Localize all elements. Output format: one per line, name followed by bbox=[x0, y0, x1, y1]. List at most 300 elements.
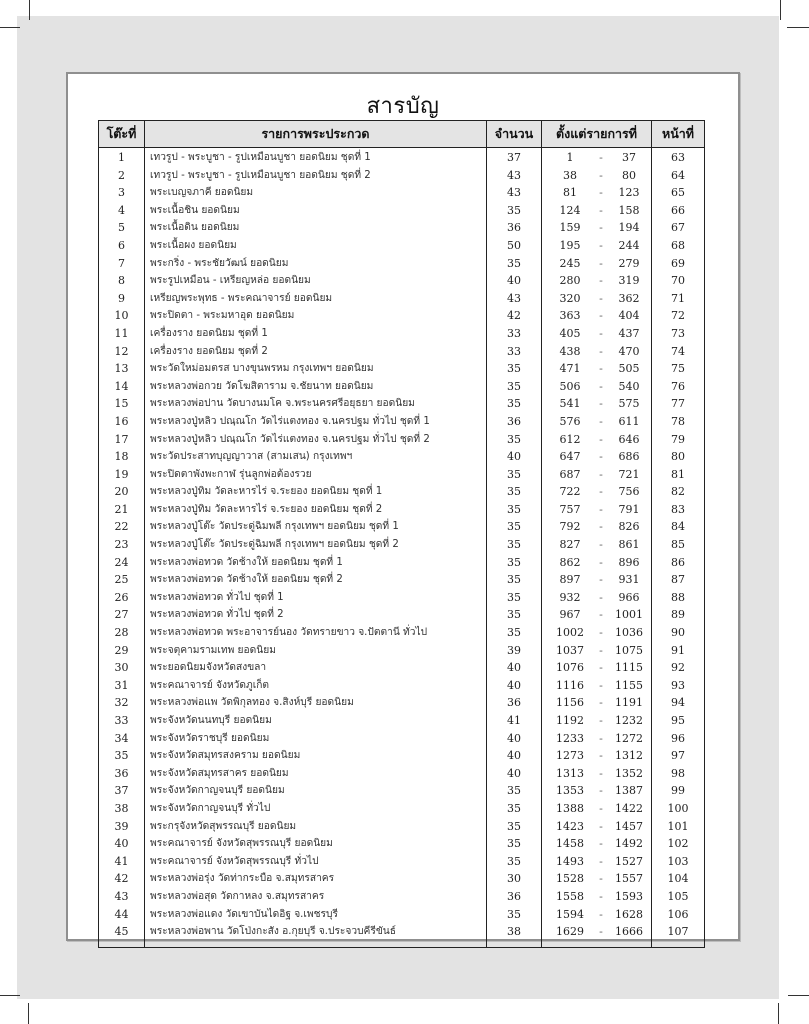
row-description: พระยอดนิยมจังหวัดสงขลา bbox=[145, 659, 487, 677]
row-range bbox=[542, 853, 652, 871]
row-range bbox=[542, 870, 652, 888]
row-page: 94 bbox=[652, 694, 705, 712]
contents-table bbox=[98, 120, 705, 948]
range-separator: - bbox=[599, 274, 603, 288]
table-row bbox=[99, 360, 705, 378]
range-separator: - bbox=[599, 414, 603, 428]
row-page: 65 bbox=[652, 184, 705, 202]
range-separator: - bbox=[599, 696, 603, 710]
range-to: 540 bbox=[618, 379, 640, 393]
range-from: 471 bbox=[559, 362, 581, 376]
row-range bbox=[542, 307, 652, 325]
range-to: 158 bbox=[618, 203, 640, 217]
range-to: 437 bbox=[618, 326, 640, 340]
range-from: 1116 bbox=[556, 678, 584, 692]
range-to: 470 bbox=[618, 344, 640, 358]
range-separator: - bbox=[599, 661, 603, 675]
row-table-no: 26 bbox=[99, 589, 145, 607]
range-to: 362 bbox=[618, 291, 640, 305]
row-table-no: 41 bbox=[99, 853, 145, 871]
range-separator: - bbox=[599, 731, 603, 745]
range-from: 1192 bbox=[556, 714, 584, 727]
range-to: 861 bbox=[618, 538, 640, 552]
row-quantity: 41 bbox=[487, 712, 542, 730]
row-page: 82 bbox=[652, 483, 705, 501]
row-table-no: 6 bbox=[99, 237, 145, 255]
table-row bbox=[99, 413, 705, 431]
row-range bbox=[542, 782, 652, 800]
row-quantity: 35 bbox=[487, 606, 542, 624]
row-description: พระหลวงพ่อทวด ทั่วไป ชุดที่ 1 bbox=[145, 589, 487, 607]
table-row bbox=[99, 747, 705, 765]
row-quantity: 40 bbox=[487, 730, 542, 748]
range-from: 1458 bbox=[556, 837, 584, 851]
row-table-no: 7 bbox=[99, 255, 145, 273]
row-range bbox=[542, 378, 652, 396]
row-range bbox=[542, 818, 652, 836]
range-separator: - bbox=[599, 326, 603, 340]
row-quantity: 35 bbox=[487, 536, 542, 554]
range-from: 1493 bbox=[556, 854, 584, 868]
row-quantity: 36 bbox=[487, 413, 542, 431]
table-row bbox=[99, 202, 705, 220]
range-separator: - bbox=[599, 485, 603, 499]
row-quantity: 36 bbox=[487, 888, 542, 906]
table-row bbox=[99, 325, 705, 343]
row-quantity: 35 bbox=[487, 624, 542, 642]
range-from: 1629 bbox=[556, 925, 584, 939]
range-from: 1037 bbox=[556, 643, 584, 657]
row-quantity: 35 bbox=[487, 378, 542, 396]
row-quantity: 35 bbox=[487, 571, 542, 589]
row-table-no: 31 bbox=[99, 677, 145, 695]
table-row bbox=[99, 765, 705, 783]
range-separator: - bbox=[599, 907, 603, 921]
row-table-no: 4 bbox=[99, 202, 145, 220]
range-separator: - bbox=[599, 309, 603, 323]
row-table-no: 38 bbox=[99, 800, 145, 818]
row-quantity: 30 bbox=[487, 870, 542, 888]
crop-mark-top-left-v bbox=[29, 0, 30, 20]
row-quantity: 38 bbox=[487, 923, 542, 941]
row-range bbox=[542, 518, 652, 536]
header-description: รายการพระประกวด bbox=[145, 121, 487, 148]
table-row bbox=[99, 501, 705, 519]
row-page: 106 bbox=[652, 906, 705, 924]
row-description: พระหลวงพ่อรุ่ง วัดท่ากระบือ จ.สมุทรสาคร bbox=[145, 870, 487, 888]
table-row bbox=[99, 290, 705, 308]
range-from: 1388 bbox=[556, 801, 584, 815]
range-separator: - bbox=[599, 379, 603, 393]
row-range bbox=[542, 466, 652, 484]
spacer-cell bbox=[542, 941, 652, 948]
row-description: พระจังหวัดกาญจนบุรี ทั่วไป bbox=[145, 800, 487, 818]
range-separator: - bbox=[599, 432, 603, 446]
table-row bbox=[99, 307, 705, 325]
range-to: 646 bbox=[618, 432, 640, 446]
row-description: พระคณาจารย์ จังหวัดสุพรรณบุรี ทั่วไป bbox=[145, 853, 487, 871]
table-row bbox=[99, 818, 705, 836]
range-from: 280 bbox=[559, 274, 581, 288]
range-from: 38 bbox=[563, 168, 577, 182]
header-quantity: จำนวน bbox=[487, 121, 542, 148]
row-description: พระเนื้อชิน ยอดนิยม bbox=[145, 202, 487, 220]
crop-mark-bottom-right-v bbox=[778, 1003, 779, 1024]
row-page: 103 bbox=[652, 853, 705, 871]
row-range bbox=[542, 360, 652, 378]
range-separator: - bbox=[599, 766, 603, 780]
row-table-no: 3 bbox=[99, 184, 145, 202]
row-table-no: 12 bbox=[99, 343, 145, 361]
table-row bbox=[99, 395, 705, 413]
range-from: 862 bbox=[559, 555, 581, 569]
spacer-cell bbox=[652, 941, 705, 948]
range-from: 647 bbox=[559, 450, 581, 464]
row-quantity: 35 bbox=[487, 782, 542, 800]
row-quantity: 35 bbox=[487, 255, 542, 273]
row-page: 92 bbox=[652, 659, 705, 677]
table-row bbox=[99, 730, 705, 748]
table-row bbox=[99, 448, 705, 466]
row-range bbox=[542, 712, 652, 730]
row-quantity: 35 bbox=[487, 906, 542, 924]
row-page: 99 bbox=[652, 782, 705, 800]
row-table-no: 42 bbox=[99, 870, 145, 888]
row-quantity: 40 bbox=[487, 272, 542, 290]
row-range bbox=[542, 730, 652, 748]
range-from: 932 bbox=[559, 590, 581, 604]
range-to: 1387 bbox=[615, 784, 643, 798]
table-row bbox=[99, 255, 705, 273]
range-to: 1457 bbox=[615, 819, 643, 833]
row-page: 85 bbox=[652, 536, 705, 554]
row-table-no: 24 bbox=[99, 554, 145, 572]
row-page: 97 bbox=[652, 747, 705, 765]
range-to: 319 bbox=[618, 274, 640, 288]
content-panel bbox=[66, 72, 740, 941]
header-range: ตั้งแต่รายการที่ bbox=[542, 121, 652, 148]
row-description: พระจังหวัดสมุทรสงคราม ยอดนิยม bbox=[145, 747, 487, 765]
table-row bbox=[99, 483, 705, 501]
row-page: 63 bbox=[652, 148, 705, 167]
row-range bbox=[542, 606, 652, 624]
row-page: 69 bbox=[652, 255, 705, 273]
row-quantity: 40 bbox=[487, 765, 542, 783]
range-separator: - bbox=[599, 221, 603, 235]
row-page: 74 bbox=[652, 343, 705, 361]
range-to: 1492 bbox=[615, 837, 643, 851]
row-page: 93 bbox=[652, 677, 705, 695]
table-row bbox=[99, 466, 705, 484]
crop-mark-bottom-right-h bbox=[788, 995, 809, 996]
row-quantity: 35 bbox=[487, 818, 542, 836]
range-to: 1036 bbox=[615, 626, 643, 640]
table-row bbox=[99, 694, 705, 712]
range-separator: - bbox=[599, 238, 603, 252]
table-row bbox=[99, 800, 705, 818]
row-description: พระจังหวัดนนทบุรี ยอดนิยม bbox=[145, 712, 487, 730]
range-to: 1628 bbox=[615, 907, 643, 921]
range-from: 897 bbox=[559, 573, 581, 587]
table-row bbox=[99, 782, 705, 800]
row-table-no: 10 bbox=[99, 307, 145, 325]
row-description: เทวรูป - พระบูชา - รูปเหมือนบูชา ยอดนิยม ชุดที่ 1 bbox=[145, 148, 487, 167]
row-description: พระเบญจภาคี ยอดนิยม bbox=[145, 184, 487, 202]
range-to: 1272 bbox=[615, 731, 643, 745]
range-from: 1528 bbox=[556, 872, 584, 886]
row-table-no: 40 bbox=[99, 835, 145, 853]
row-description: พระจังหวัดสมุทรสาคร ยอดนิยม bbox=[145, 765, 487, 783]
row-page: 95 bbox=[652, 712, 705, 730]
range-to: 1155 bbox=[615, 678, 643, 692]
row-table-no: 19 bbox=[99, 466, 145, 484]
row-page: 73 bbox=[652, 325, 705, 343]
range-to: 1312 bbox=[615, 749, 643, 763]
spacer-cell bbox=[145, 941, 487, 948]
row-range bbox=[542, 835, 652, 853]
row-quantity: 35 bbox=[487, 501, 542, 519]
row-page: 101 bbox=[652, 818, 705, 836]
row-page: 91 bbox=[652, 642, 705, 660]
range-separator: - bbox=[599, 837, 603, 851]
table-row bbox=[99, 536, 705, 554]
row-range bbox=[542, 571, 652, 589]
row-table-no: 29 bbox=[99, 642, 145, 660]
range-separator: - bbox=[599, 784, 603, 798]
row-range bbox=[542, 148, 652, 167]
range-separator: - bbox=[599, 151, 603, 164]
row-range bbox=[542, 624, 652, 642]
row-range bbox=[542, 536, 652, 554]
row-quantity: 36 bbox=[487, 694, 542, 712]
range-separator: - bbox=[599, 608, 603, 622]
crop-mark-bottom-left-v bbox=[28, 1003, 29, 1024]
row-quantity: 40 bbox=[487, 659, 542, 677]
row-page: 75 bbox=[652, 360, 705, 378]
row-description: พระจังหวัดกาญจนบุรี ยอดนิยม bbox=[145, 782, 487, 800]
row-page: 90 bbox=[652, 624, 705, 642]
range-separator: - bbox=[599, 889, 603, 903]
range-separator: - bbox=[599, 291, 603, 305]
range-separator: - bbox=[599, 168, 603, 182]
row-page: 66 bbox=[652, 202, 705, 220]
row-table-no: 27 bbox=[99, 606, 145, 624]
range-to: 1191 bbox=[615, 696, 643, 710]
row-quantity: 35 bbox=[487, 835, 542, 853]
row-quantity: 43 bbox=[487, 184, 542, 202]
range-separator: - bbox=[599, 256, 603, 270]
range-to: 194 bbox=[618, 221, 640, 235]
row-quantity: 43 bbox=[487, 290, 542, 308]
row-page: 96 bbox=[652, 730, 705, 748]
range-from: 320 bbox=[559, 291, 581, 305]
row-quantity: 35 bbox=[487, 853, 542, 871]
range-from: 438 bbox=[559, 344, 581, 358]
table-bottom-spacer bbox=[99, 941, 705, 948]
row-description: พระหลวงปู่โต๊ะ วัดประดู่ฉิมพลี กรุงเทพฯ ยอดนิยม ชุดที่ 2 bbox=[145, 536, 487, 554]
row-range bbox=[542, 395, 652, 413]
row-table-no: 45 bbox=[99, 923, 145, 941]
row-range bbox=[542, 237, 652, 255]
row-description: พระจังหวัดราชบุรี ยอดนิยม bbox=[145, 730, 487, 748]
row-page: 100 bbox=[652, 800, 705, 818]
table-row bbox=[99, 431, 705, 449]
spacer-cell bbox=[99, 941, 145, 948]
range-from: 1558 bbox=[556, 889, 584, 903]
row-description: พระวัดใหม่อมตรส บางขุนพรหม กรุงเทพฯ ยอดนิยม bbox=[145, 360, 487, 378]
header-page: หน้าที่ bbox=[652, 121, 705, 148]
row-description: พระหลวงพ่อกวย วัดโฆสิตาราม จ.ชัยนาท ยอดนิยม bbox=[145, 378, 487, 396]
page-title: สารบัญ bbox=[366, 94, 440, 119]
range-from: 576 bbox=[559, 414, 581, 428]
range-from: 1 bbox=[566, 151, 574, 164]
range-from: 506 bbox=[559, 379, 581, 393]
row-table-no: 8 bbox=[99, 272, 145, 290]
range-from: 124 bbox=[559, 203, 581, 217]
range-to: 1527 bbox=[615, 854, 643, 868]
range-separator: - bbox=[599, 555, 603, 569]
table-row bbox=[99, 167, 705, 185]
row-quantity: 40 bbox=[487, 677, 542, 695]
row-range bbox=[542, 255, 652, 273]
range-to: 931 bbox=[618, 573, 640, 587]
row-page: 84 bbox=[652, 518, 705, 536]
row-description: พระกริ่ง - พระชัยวัฒน์ ยอดนิยม bbox=[145, 255, 487, 273]
table-row bbox=[99, 906, 705, 924]
range-from: 81 bbox=[563, 186, 577, 200]
range-to: 575 bbox=[618, 397, 640, 411]
row-range bbox=[542, 800, 652, 818]
range-separator: - bbox=[599, 344, 603, 358]
table-row bbox=[99, 853, 705, 871]
row-table-no: 25 bbox=[99, 571, 145, 589]
row-range bbox=[542, 184, 652, 202]
range-to: 1115 bbox=[615, 661, 643, 675]
row-table-no: 30 bbox=[99, 659, 145, 677]
row-page: 78 bbox=[652, 413, 705, 431]
range-separator: - bbox=[599, 819, 603, 833]
row-page: 107 bbox=[652, 923, 705, 941]
row-table-no: 33 bbox=[99, 712, 145, 730]
range-from: 159 bbox=[559, 221, 581, 235]
row-quantity: 35 bbox=[487, 466, 542, 484]
row-table-no: 35 bbox=[99, 747, 145, 765]
row-table-no: 15 bbox=[99, 395, 145, 413]
row-table-no: 17 bbox=[99, 431, 145, 449]
row-quantity: 39 bbox=[487, 642, 542, 660]
row-quantity: 35 bbox=[487, 589, 542, 607]
row-table-no: 21 bbox=[99, 501, 145, 519]
range-from: 722 bbox=[559, 485, 581, 499]
table-row bbox=[99, 870, 705, 888]
row-quantity: 35 bbox=[487, 431, 542, 449]
range-from: 757 bbox=[559, 502, 581, 516]
range-to: 1593 bbox=[615, 889, 643, 903]
range-to: 721 bbox=[618, 467, 640, 481]
row-page: 76 bbox=[652, 378, 705, 396]
row-description: พระหลวงพ่อทวด วัดช้างให้ ยอดนิยม ชุดที่ 1 bbox=[145, 554, 487, 572]
range-to: 791 bbox=[618, 502, 640, 516]
range-to: 279 bbox=[618, 256, 640, 270]
range-to: 826 bbox=[618, 520, 640, 534]
range-to: 756 bbox=[618, 485, 640, 499]
row-page: 102 bbox=[652, 835, 705, 853]
row-description: เทวรูป - พระบูชา - รูปเหมือนบูชา ยอดนิยม ชุดที่ 2 bbox=[145, 167, 487, 185]
row-range bbox=[542, 413, 652, 431]
range-separator: - bbox=[599, 643, 603, 657]
row-description: พระเนื้อผง ยอดนิยม bbox=[145, 237, 487, 255]
range-to: 505 bbox=[618, 362, 640, 376]
crop-mark-bottom-left-h bbox=[0, 995, 20, 996]
row-quantity: 35 bbox=[487, 800, 542, 818]
row-table-no: 16 bbox=[99, 413, 145, 431]
range-from: 1353 bbox=[556, 784, 584, 798]
row-range bbox=[542, 554, 652, 572]
range-from: 1002 bbox=[556, 626, 584, 640]
row-table-no: 36 bbox=[99, 765, 145, 783]
range-from: 792 bbox=[559, 520, 581, 534]
row-range bbox=[542, 272, 652, 290]
range-from: 405 bbox=[559, 326, 581, 340]
range-from: 1273 bbox=[556, 749, 584, 763]
table-row bbox=[99, 378, 705, 396]
row-page: 88 bbox=[652, 589, 705, 607]
range-separator: - bbox=[599, 186, 603, 200]
row-description: เครื่องราง ยอดนิยม ชุดที่ 2 bbox=[145, 343, 487, 361]
row-range bbox=[542, 219, 652, 237]
row-description: พระปิดตา - พระมหาอุด ยอดนิยม bbox=[145, 307, 487, 325]
row-table-no: 23 bbox=[99, 536, 145, 554]
range-separator: - bbox=[599, 397, 603, 411]
row-range bbox=[542, 888, 652, 906]
range-separator: - bbox=[599, 626, 603, 640]
range-from: 1313 bbox=[556, 766, 584, 780]
row-description: พระหลวงปู่โต๊ะ วัดประดู่ฉิมพลี กรุงเทพฯ ยอดนิยม ชุดที่ 1 bbox=[145, 518, 487, 536]
row-quantity: 33 bbox=[487, 325, 542, 343]
range-separator: - bbox=[599, 801, 603, 815]
row-page: 104 bbox=[652, 870, 705, 888]
range-separator: - bbox=[599, 590, 603, 604]
table-row bbox=[99, 219, 705, 237]
row-table-no: 37 bbox=[99, 782, 145, 800]
row-range bbox=[542, 343, 652, 361]
range-to: 896 bbox=[618, 555, 640, 569]
row-table-no: 43 bbox=[99, 888, 145, 906]
row-quantity: 35 bbox=[487, 483, 542, 501]
range-from: 195 bbox=[559, 238, 581, 252]
range-separator: - bbox=[599, 520, 603, 534]
row-description: พระหลวงปู่หลิว ปณฺณโก วัดไร่แตงทอง จ.นครปฐม ทั่วไป ชุดที่ 1 bbox=[145, 413, 487, 431]
row-page: 71 bbox=[652, 290, 705, 308]
row-quantity: 35 bbox=[487, 518, 542, 536]
row-description: พระหลวงพ่อแพ วัดพิกุลทอง จ.สิงห์บุรี ยอดนิยม bbox=[145, 694, 487, 712]
row-quantity: 35 bbox=[487, 202, 542, 220]
range-to: 80 bbox=[622, 168, 636, 182]
row-page: 89 bbox=[652, 606, 705, 624]
row-quantity: 42 bbox=[487, 307, 542, 325]
row-table-no: 2 bbox=[99, 167, 145, 185]
range-separator: - bbox=[599, 714, 603, 727]
row-description: พระหลวงพ่อพาน วัดโป่งกะสัง อ.กุยบุรี จ.ประจวบคีรีขันธ์ bbox=[145, 923, 487, 941]
table-row bbox=[99, 888, 705, 906]
range-separator: - bbox=[599, 925, 603, 939]
range-to: 244 bbox=[618, 238, 640, 252]
range-from: 541 bbox=[559, 397, 581, 411]
row-page: 68 bbox=[652, 237, 705, 255]
row-page: 80 bbox=[652, 448, 705, 466]
range-separator: - bbox=[599, 872, 603, 886]
row-range bbox=[542, 448, 652, 466]
